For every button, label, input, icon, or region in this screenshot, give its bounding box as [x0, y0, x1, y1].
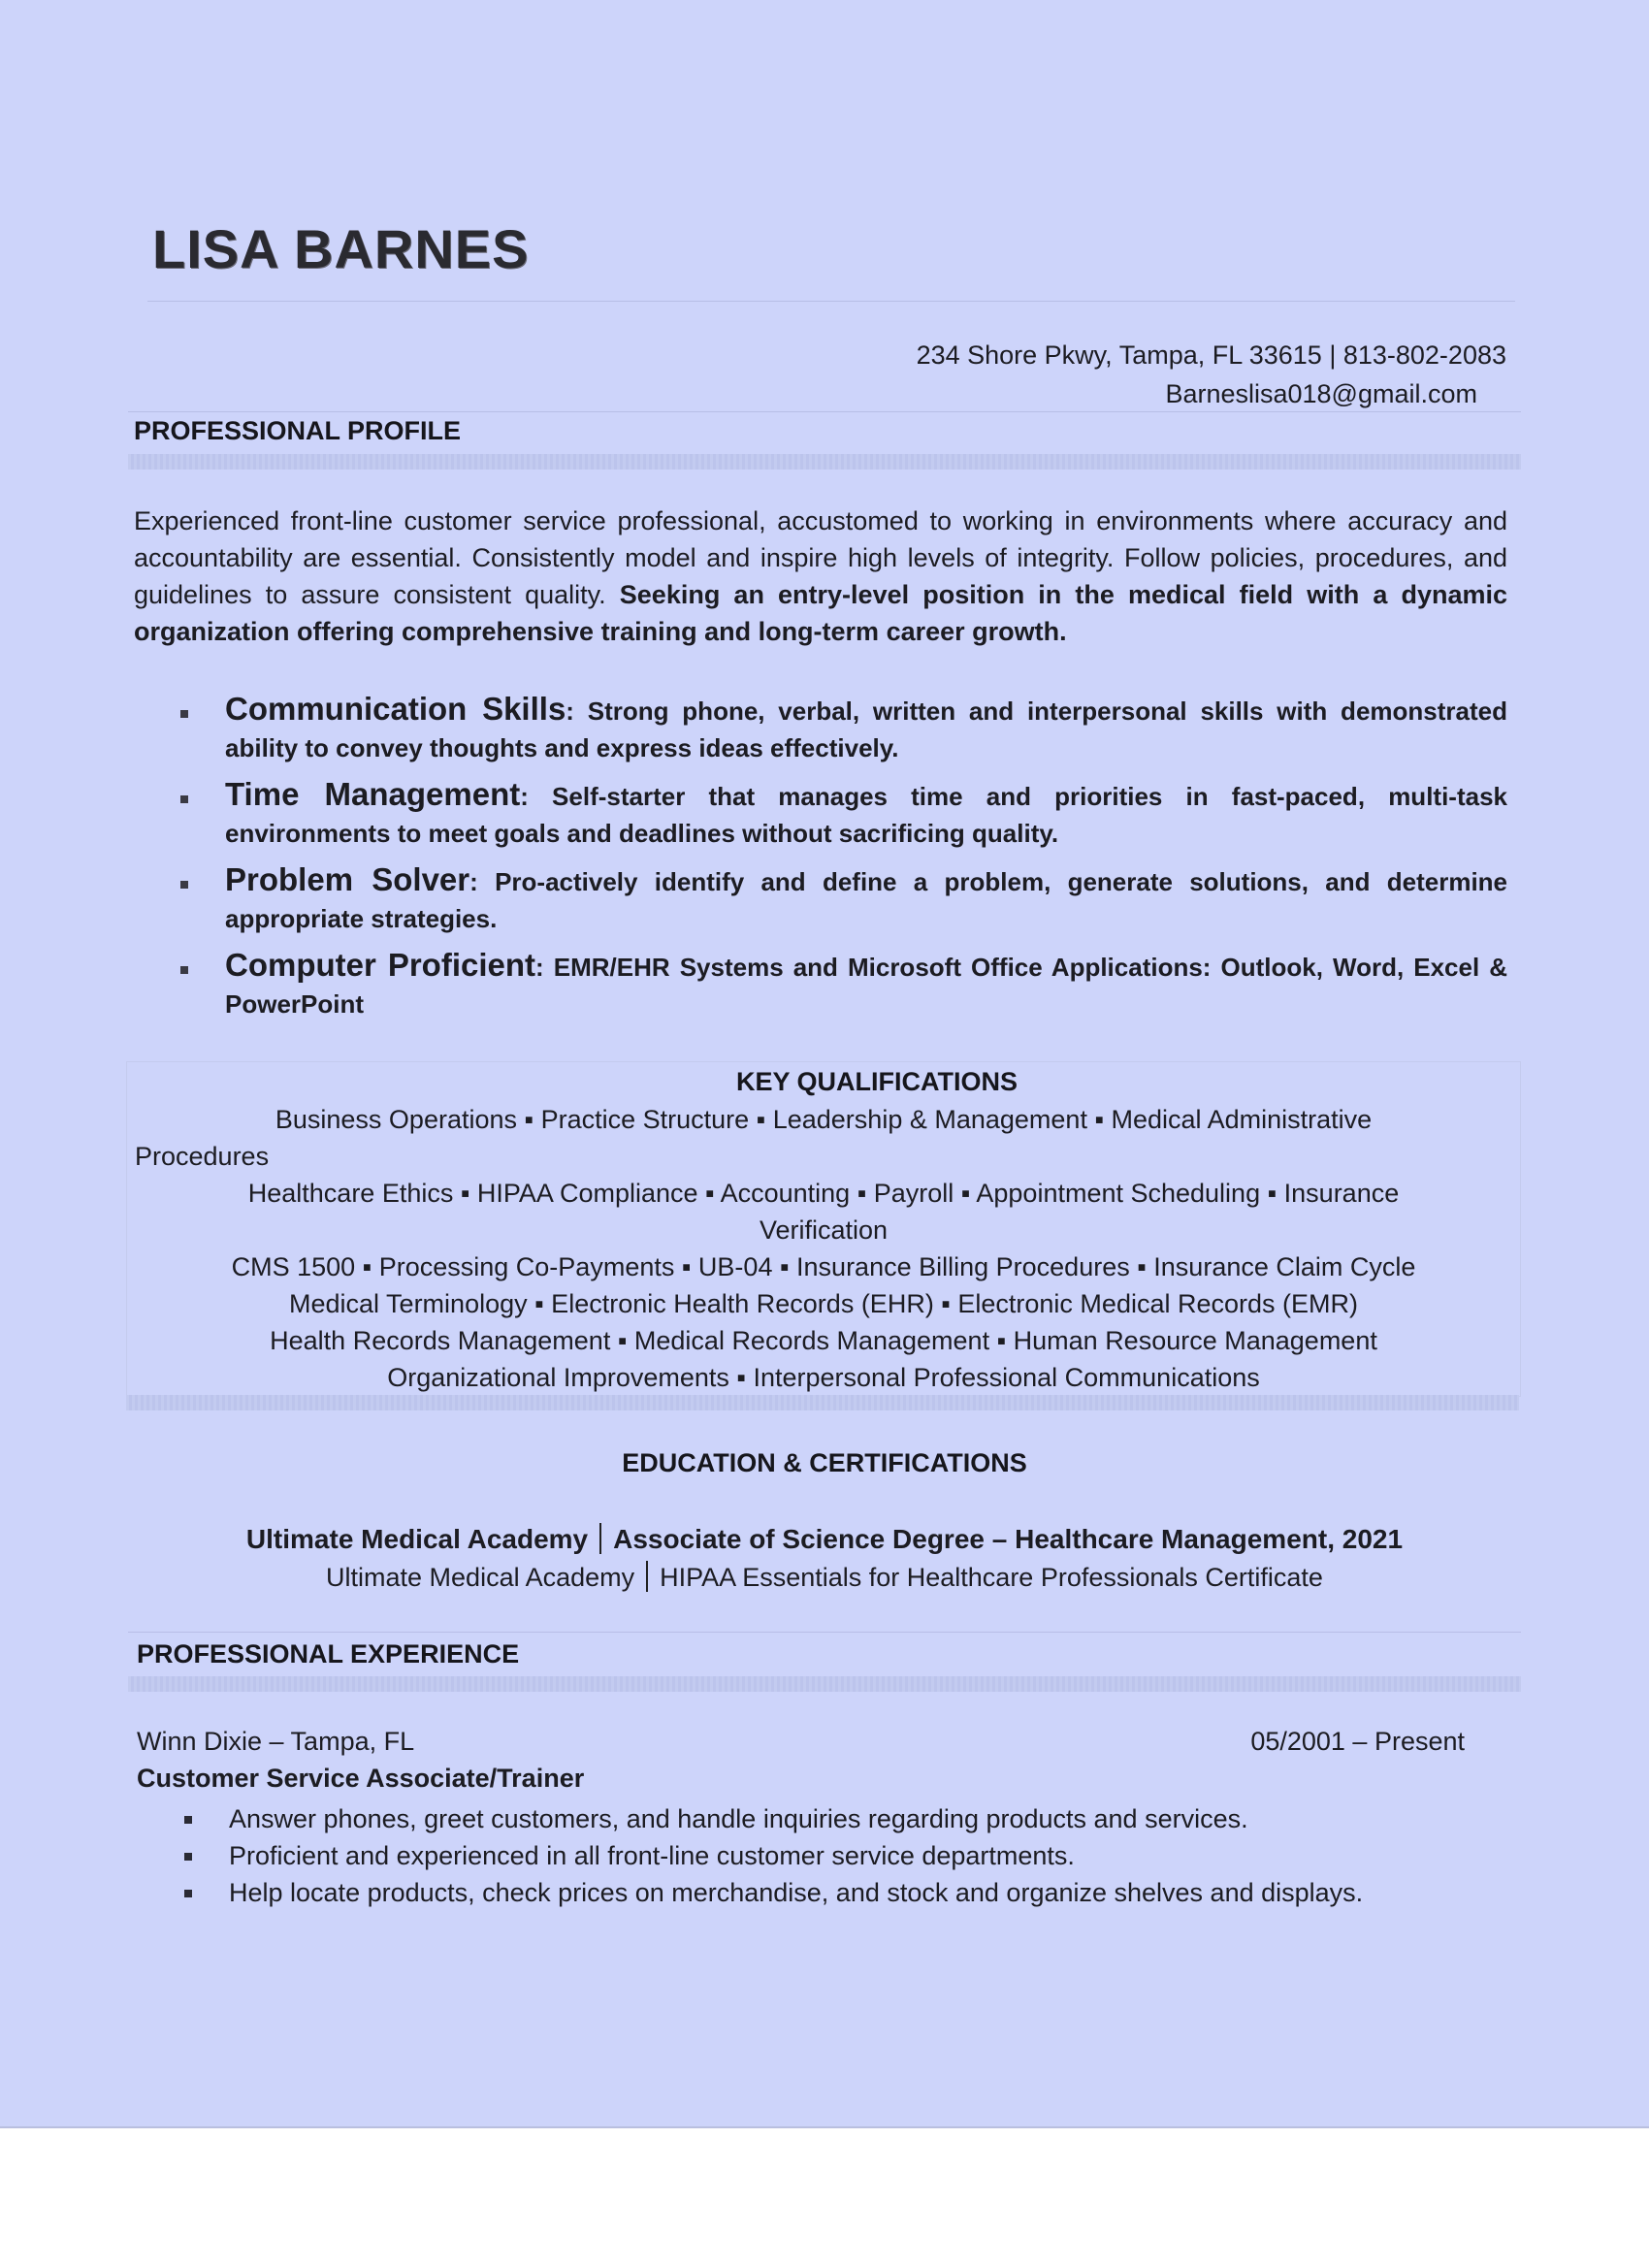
education-school: Ultimate Medical Academy — [245, 1524, 589, 1554]
qualification-line: Business Operations ▪ Practice Structure ▪ Leadership & Management ▪ Medical Administrative — [275, 1105, 1373, 1134]
education-entry — [0, 1561, 1649, 1593]
experience-heading-band — [128, 1676, 1521, 1692]
job-title: Customer Service Associate/Trainer — [137, 1764, 585, 1793]
separator-bar — [599, 1523, 601, 1554]
separator-bar — [646, 1561, 648, 1592]
header-divider — [147, 301, 1515, 302]
duty-item: Answer phones, greet customers, and handle inquiries regarding products and services. — [182, 1800, 1521, 1837]
qualification-line: CMS 1500 ▪ Processing Co-Payments ▪ UB-04 ▪ Insurance Billing Procedures ▪ Insurance Claim Cycle — [231, 1252, 1416, 1281]
education-credential: Associate of Science Degree – Healthcare Management, 2021 — [613, 1524, 1404, 1554]
qualifications-heading: KEY QUALIFICATIONS — [735, 1067, 1018, 1096]
job-employer: Winn Dixie – Tampa, FL — [137, 1727, 415, 1756]
skill-title: Communication Skills — [225, 691, 566, 727]
job-duties-list — [182, 1800, 1521, 1911]
skill-item: Problem Solver: Pro-actively identify and define a problem, generate solutions, and determine appropriate strategies. — [180, 861, 1507, 937]
profile-summary — [134, 502, 1507, 650]
skill-item: Time Management: Self-starter that manages time and priorities in fast-paced, multi-task environments to meet goals and deadlines without sacrificing quality. — [180, 776, 1507, 852]
address-phone: 234 Shore Pkwy, Tampa, FL 33615 | 813-802-2083 — [916, 340, 1506, 370]
education-heading: EDUCATION & CERTIFICATIONS — [622, 1448, 1027, 1477]
skill-title: Problem Solver — [225, 861, 470, 897]
qualifications-band — [126, 1395, 1519, 1410]
skill-desc: Self-starter that manages time and priorities in fast-paced, multi-task environments to meet goals and deadlines without sacrificing quality. — [225, 782, 1507, 848]
experience-heading: PROFESSIONAL EXPERIENCE — [137, 1639, 520, 1669]
skill-title: Computer Proficient — [225, 947, 536, 983]
profile-heading: PROFESSIONAL PROFILE — [134, 416, 462, 445]
experience-heading-top-rule — [128, 1632, 1521, 1633]
profile-heading-top-rule — [128, 411, 1521, 412]
candidate-name: LISA BARNES — [152, 218, 530, 279]
contact-block — [917, 336, 1506, 413]
education-credential: HIPAA Essentials for Healthcare Professionals Certificate — [660, 1563, 1323, 1592]
qualification-line: Healthcare Ethics ▪ HIPAA Compliance ▪ Accounting ▪ Payroll ▪ Appointment Scheduling ▪ Insurance — [247, 1179, 1400, 1208]
profile-text: Experienced front-line customer service professional, accustomed to working in environments where accuracy and accountability are essential. Consistently model and inspire high levels of integrity. Follow policies, procedures, and guidelines to assure consistent quality. — [134, 506, 1507, 609]
qualification-line: Verification — [759, 1215, 889, 1245]
job-dates: 05/2001 – Present — [1250, 1727, 1465, 1756]
skill-desc: Pro-actively identify and define a problem, generate solutions, and determine appropriate strategies. — [225, 867, 1508, 933]
skill-item: Communication Skills: Strong phone, verbal, written and interpersonal skills with demonstrated ability to convey thoughts and express ideas effectively. — [180, 691, 1507, 766]
qualification-line: Medical Terminology ▪ Electronic Health Records (EHR) ▪ Electronic Medical Records (EMR) — [289, 1289, 1358, 1318]
education-entry — [0, 1523, 1649, 1555]
qualification-line: Procedures — [135, 1142, 270, 1171]
skills-list — [180, 691, 1507, 1032]
profile-objective: Seeking an entry-level position in the medical field with a dynamic organization offering comprehensive training and long-term career growth. — [134, 580, 1507, 646]
profile-heading-band — [128, 454, 1521, 470]
education-school: Ultimate Medical Academy — [326, 1563, 635, 1592]
email: Barneslisa018@gmail.com — [1165, 379, 1477, 408]
duty-item: Proficient and experienced in all front-line customer service departments. — [182, 1837, 1521, 1874]
qualification-line: Health Records Management ▪ Medical Records Management ▪ Human Resource Management — [270, 1326, 1377, 1355]
skill-item: Computer Proficient: EMR/EHR Systems and Microsoft Office Applications: Outlook, Word, Excel & PowerPoint — [180, 947, 1507, 1022]
skill-desc: Strong phone, verbal, written and interpersonal skills with demonstrated ability to convey thoughts and express ideas effectively. — [225, 697, 1507, 762]
skill-desc: EMR/EHR Systems and Microsoft Office Applications: Outlook, Word, Excel & PowerPoint — [225, 953, 1508, 1019]
skill-title: Time Management — [225, 776, 521, 812]
key-qualifications-box — [126, 1061, 1521, 1397]
qualification-line: Organizational Improvements ▪ Interpersonal Professional Communications — [387, 1363, 1260, 1392]
duty-item: Help locate products, check prices on merchandise, and stock and organize shelves and displays. — [182, 1874, 1521, 1911]
